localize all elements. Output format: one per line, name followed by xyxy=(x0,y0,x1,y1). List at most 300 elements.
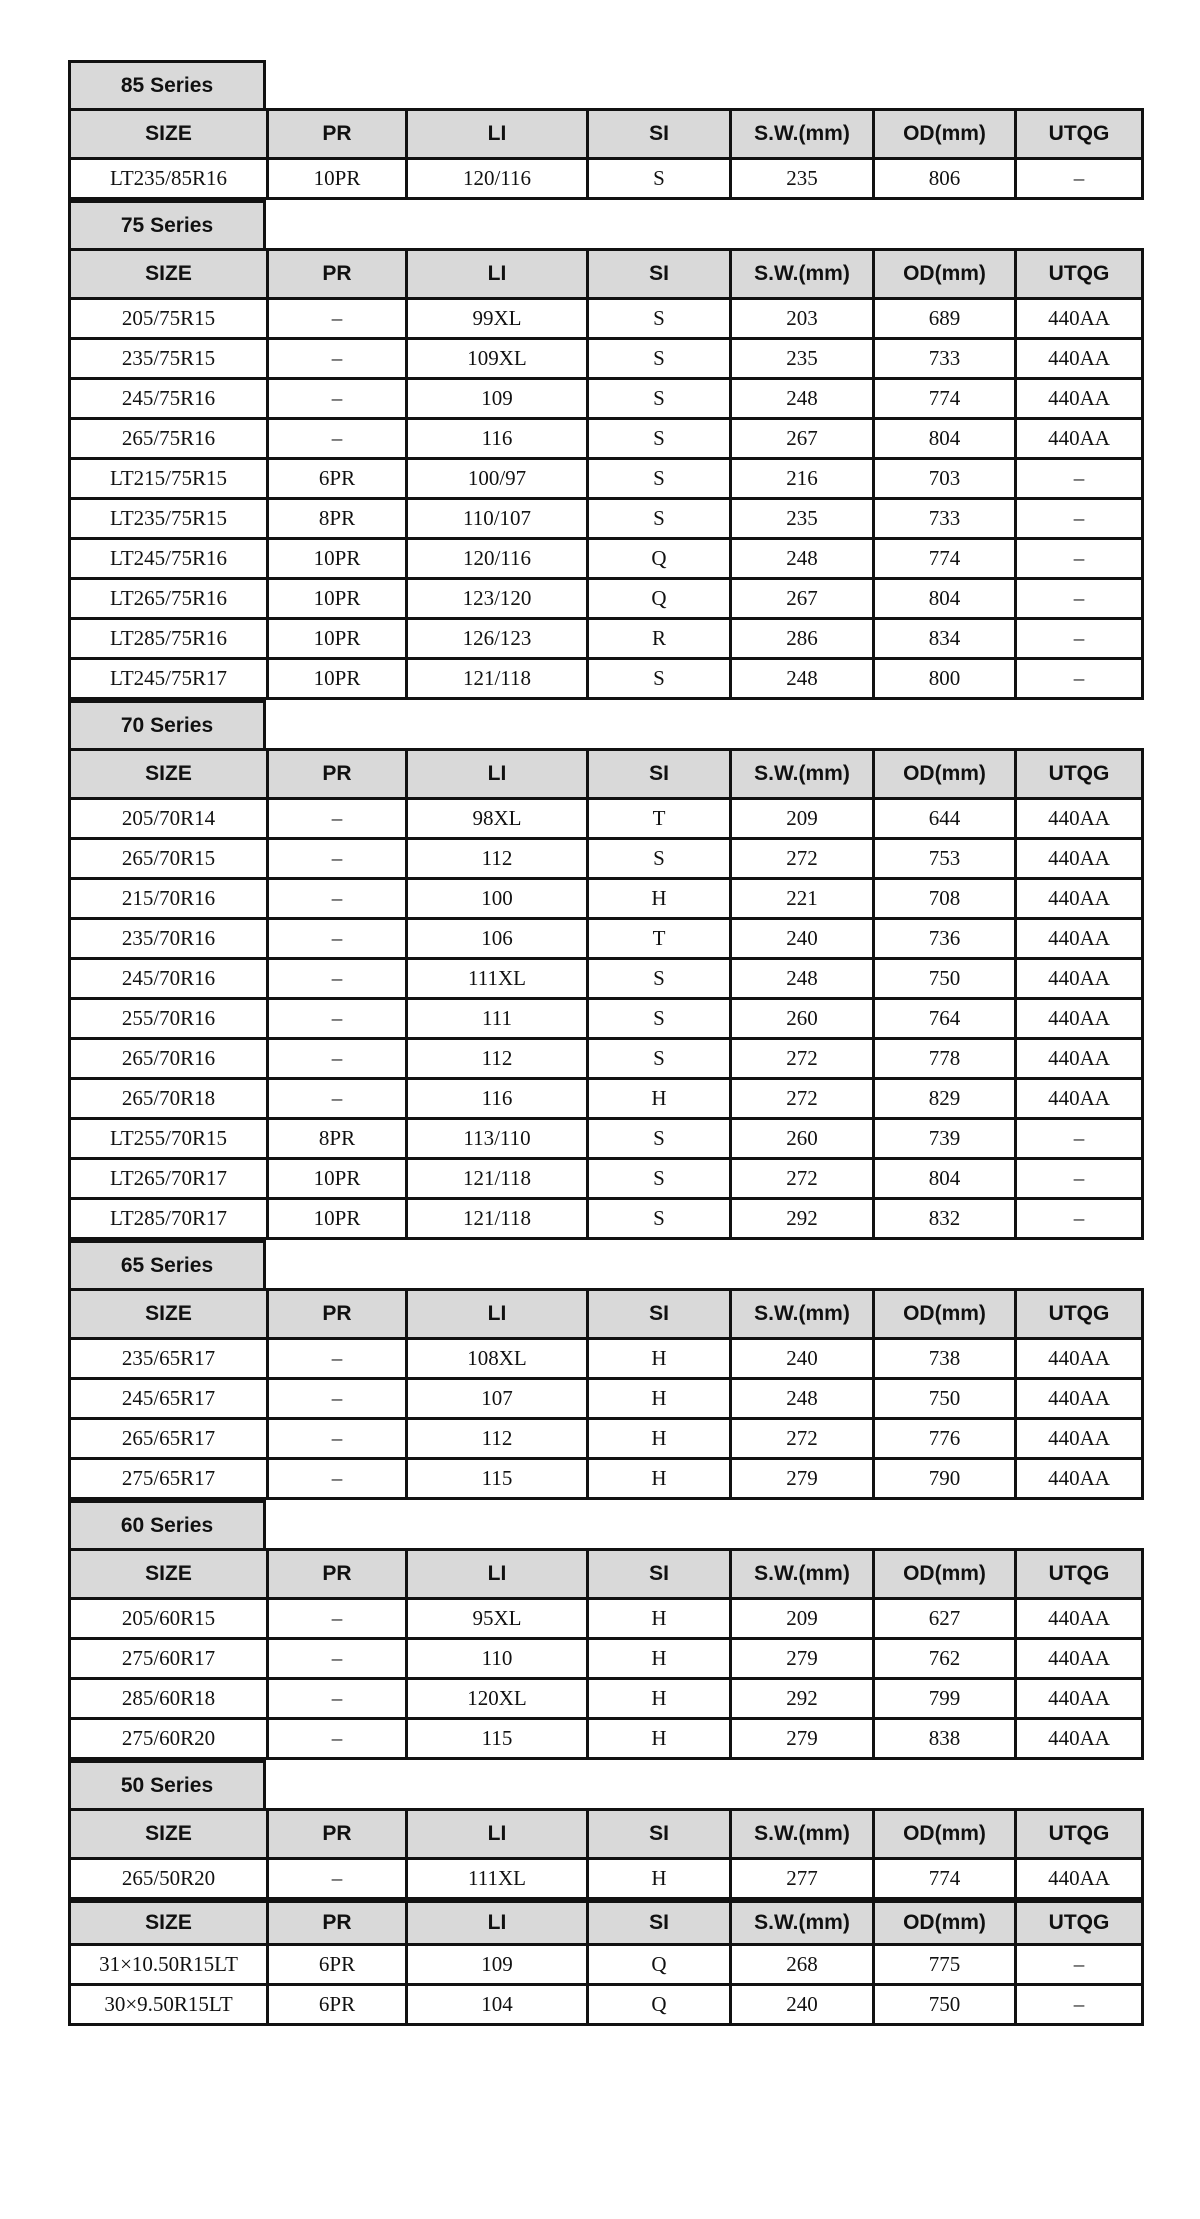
cell-od: 627 xyxy=(874,1599,1016,1639)
cell-size: 31×10.50R15LT xyxy=(70,1945,268,1985)
cell-pr: – xyxy=(268,419,407,459)
cell-size: LT215/75R15 xyxy=(70,459,268,499)
column-header-si: SI xyxy=(588,1810,731,1859)
column-header-li: LI xyxy=(407,1902,588,1945)
cell-utqg: 440AA xyxy=(1016,299,1143,339)
cell-si: H xyxy=(588,1859,731,1899)
cell-sw: 292 xyxy=(731,1679,874,1719)
column-header-pr: PR xyxy=(268,750,407,799)
cell-size: 235/75R15 xyxy=(70,339,268,379)
cell-size: 265/65R17 xyxy=(70,1419,268,1459)
cell-li: 107 xyxy=(407,1379,588,1419)
cell-pr: – xyxy=(268,999,407,1039)
cell-utqg: 440AA xyxy=(1016,879,1143,919)
cell-size: 265/70R18 xyxy=(70,1079,268,1119)
column-header-sw: S.W.(mm) xyxy=(731,110,874,159)
column-header-pr: PR xyxy=(268,110,407,159)
cell-utqg: 440AA xyxy=(1016,1459,1143,1499)
cell-utqg: – xyxy=(1016,1945,1143,1985)
cell-li: 112 xyxy=(407,1039,588,1079)
cell-sw: 240 xyxy=(731,1985,874,2025)
cell-pr: – xyxy=(268,1599,407,1639)
cell-size: 275/60R20 xyxy=(70,1719,268,1759)
cell-sw: 248 xyxy=(731,959,874,999)
cell-si: T xyxy=(588,919,731,959)
cell-utqg: – xyxy=(1016,1119,1143,1159)
cell-pr: 6PR xyxy=(268,1945,407,1985)
cell-pr: – xyxy=(268,379,407,419)
cell-utqg: 440AA xyxy=(1016,1079,1143,1119)
table-row xyxy=(70,1719,1143,1759)
table-row xyxy=(70,1119,1143,1159)
cell-pr: – xyxy=(268,1039,407,1079)
column-header-pr: PR xyxy=(268,1290,407,1339)
cell-si: S xyxy=(588,159,731,199)
cell-si: H xyxy=(588,1379,731,1419)
cell-utqg: – xyxy=(1016,1159,1143,1199)
cell-si: Q xyxy=(588,579,731,619)
column-header-si: SI xyxy=(588,1902,731,1945)
table-row xyxy=(70,1039,1143,1079)
column-header-size: SIZE xyxy=(70,250,268,299)
cell-sw: 216 xyxy=(731,459,874,499)
cell-pr: – xyxy=(268,1459,407,1499)
cell-sw: 277 xyxy=(731,1859,874,1899)
cell-li: 108XL xyxy=(407,1339,588,1379)
column-header-size: SIZE xyxy=(70,1902,268,1945)
cell-size: LT235/75R15 xyxy=(70,499,268,539)
cell-si: H xyxy=(588,1599,731,1639)
cell-size: 265/50R20 xyxy=(70,1859,268,1899)
cell-li: 110/107 xyxy=(407,499,588,539)
cell-pr: – xyxy=(268,1679,407,1719)
cell-utqg: 440AA xyxy=(1016,1039,1143,1079)
cell-pr: 6PR xyxy=(268,459,407,499)
cell-si: Q xyxy=(588,1985,731,2025)
cell-sw: 272 xyxy=(731,839,874,879)
column-header-size: SIZE xyxy=(70,1290,268,1339)
cell-li: 110 xyxy=(407,1639,588,1679)
cell-od: 804 xyxy=(874,1159,1016,1199)
cell-si: S xyxy=(588,959,731,999)
column-header-si: SI xyxy=(588,750,731,799)
column-header-od: OD(mm) xyxy=(874,750,1016,799)
column-header-od: OD(mm) xyxy=(874,250,1016,299)
spec-table xyxy=(68,108,1144,200)
column-header-pr: PR xyxy=(268,1810,407,1859)
cell-sw: 267 xyxy=(731,419,874,459)
cell-od: 778 xyxy=(874,1039,1016,1079)
table-row xyxy=(70,839,1143,879)
series-title: 85 Series xyxy=(68,60,266,108)
cell-li: 104 xyxy=(407,1985,588,2025)
table-row xyxy=(70,1679,1143,1719)
column-header-sw: S.W.(mm) xyxy=(731,1550,874,1599)
cell-size: 205/60R15 xyxy=(70,1599,268,1639)
header-row xyxy=(70,250,1143,299)
cell-size: 245/65R17 xyxy=(70,1379,268,1419)
spec-table xyxy=(68,1288,1144,1500)
cell-si: T xyxy=(588,799,731,839)
cell-pr: 10PR xyxy=(268,619,407,659)
column-header-li: LI xyxy=(407,750,588,799)
cell-li: 116 xyxy=(407,419,588,459)
series-section xyxy=(68,1240,1141,1500)
cell-li: 95XL xyxy=(407,1599,588,1639)
cell-utqg: 440AA xyxy=(1016,799,1143,839)
cell-utqg: 440AA xyxy=(1016,339,1143,379)
cell-li: 111XL xyxy=(407,959,588,999)
cell-utqg: 440AA xyxy=(1016,1719,1143,1759)
cell-si: S xyxy=(588,1119,731,1159)
cell-od: 750 xyxy=(874,1379,1016,1419)
cell-li: 126/123 xyxy=(407,619,588,659)
spec-table xyxy=(68,1808,1144,1900)
cell-pr: 8PR xyxy=(268,1119,407,1159)
cell-pr: 8PR xyxy=(268,499,407,539)
cell-od: 834 xyxy=(874,619,1016,659)
cell-pr: – xyxy=(268,1719,407,1759)
cell-li: 121/118 xyxy=(407,1199,588,1239)
cell-sw: 272 xyxy=(731,1079,874,1119)
cell-pr: – xyxy=(268,879,407,919)
cell-pr: – xyxy=(268,1859,407,1899)
cell-si: H xyxy=(588,1639,731,1679)
cell-size: LT265/75R16 xyxy=(70,579,268,619)
cell-size: 275/60R17 xyxy=(70,1639,268,1679)
table-row xyxy=(70,1985,1143,2025)
cell-od: 750 xyxy=(874,959,1016,999)
cell-sw: 279 xyxy=(731,1639,874,1679)
cell-li: 99XL xyxy=(407,299,588,339)
cell-li: 111 xyxy=(407,999,588,1039)
cell-pr: – xyxy=(268,1639,407,1679)
table-row xyxy=(70,1859,1143,1899)
cell-size: 215/70R16 xyxy=(70,879,268,919)
column-header-size: SIZE xyxy=(70,1810,268,1859)
column-header-utqg: UTQG xyxy=(1016,1290,1143,1339)
cell-si: Q xyxy=(588,1945,731,1985)
cell-od: 829 xyxy=(874,1079,1016,1119)
cell-od: 775 xyxy=(874,1945,1016,1985)
cell-pr: 10PR xyxy=(268,539,407,579)
cell-li: 116 xyxy=(407,1079,588,1119)
cell-pr: 10PR xyxy=(268,1199,407,1239)
cell-size: 205/70R14 xyxy=(70,799,268,839)
table-row xyxy=(70,539,1143,579)
column-header-size: SIZE xyxy=(70,1550,268,1599)
cell-utqg: – xyxy=(1016,579,1143,619)
cell-pr: 10PR xyxy=(268,659,407,699)
spec-table xyxy=(68,748,1144,1240)
cell-od: 736 xyxy=(874,919,1016,959)
column-header-od: OD(mm) xyxy=(874,1550,1016,1599)
cell-li: 100 xyxy=(407,879,588,919)
cell-si: S xyxy=(588,659,731,699)
table-row xyxy=(70,879,1143,919)
cell-sw: 279 xyxy=(731,1459,874,1499)
cell-pr: – xyxy=(268,1379,407,1419)
cell-utqg: – xyxy=(1016,459,1143,499)
cell-si: S xyxy=(588,339,731,379)
cell-pr: 6PR xyxy=(268,1985,407,2025)
column-header-li: LI xyxy=(407,1290,588,1339)
table-row xyxy=(70,379,1143,419)
cell-sw: 248 xyxy=(731,539,874,579)
cell-li: 121/118 xyxy=(407,1159,588,1199)
cell-size: 265/75R16 xyxy=(70,419,268,459)
cell-od: 753 xyxy=(874,839,1016,879)
cell-si: S xyxy=(588,1039,731,1079)
series-title: 70 Series xyxy=(68,700,266,748)
column-header-utqg: UTQG xyxy=(1016,110,1143,159)
column-header-od: OD(mm) xyxy=(874,1810,1016,1859)
cell-sw: 209 xyxy=(731,1599,874,1639)
header-row xyxy=(70,110,1143,159)
cell-sw: 260 xyxy=(731,999,874,1039)
cell-utqg: 440AA xyxy=(1016,959,1143,999)
cell-pr: – xyxy=(268,299,407,339)
cell-pr: 10PR xyxy=(268,159,407,199)
cell-utqg: 440AA xyxy=(1016,1679,1143,1719)
table-row xyxy=(70,1339,1143,1379)
table-row xyxy=(70,1199,1143,1239)
cell-size: LT235/85R16 xyxy=(70,159,268,199)
cell-li: 115 xyxy=(407,1459,588,1499)
header-row xyxy=(70,750,1143,799)
cell-li: 109XL xyxy=(407,339,588,379)
series-section xyxy=(68,1760,1141,1900)
cell-si: Q xyxy=(588,539,731,579)
series-title: 60 Series xyxy=(68,1500,266,1548)
column-header-li: LI xyxy=(407,1550,588,1599)
table-row xyxy=(70,919,1143,959)
column-header-utqg: UTQG xyxy=(1016,1550,1143,1599)
cell-utqg: – xyxy=(1016,1985,1143,2025)
table-row xyxy=(70,999,1143,1039)
cell-li: 111XL xyxy=(407,1859,588,1899)
column-header-si: SI xyxy=(588,250,731,299)
cell-utqg: – xyxy=(1016,659,1143,699)
cell-li: 123/120 xyxy=(407,579,588,619)
cell-size: 235/70R16 xyxy=(70,919,268,959)
series-section xyxy=(68,1900,1141,2026)
cell-size: LT285/75R16 xyxy=(70,619,268,659)
header-row xyxy=(70,1902,1143,1945)
cell-sw: 292 xyxy=(731,1199,874,1239)
cell-od: 762 xyxy=(874,1639,1016,1679)
cell-size: 245/70R16 xyxy=(70,959,268,999)
cell-li: 120/116 xyxy=(407,539,588,579)
cell-sw: 248 xyxy=(731,1379,874,1419)
cell-od: 806 xyxy=(874,159,1016,199)
cell-utqg: 440AA xyxy=(1016,419,1143,459)
cell-od: 703 xyxy=(874,459,1016,499)
cell-si: S xyxy=(588,459,731,499)
cell-li: 98XL xyxy=(407,799,588,839)
table-row xyxy=(70,1159,1143,1199)
cell-od: 804 xyxy=(874,579,1016,619)
cell-od: 739 xyxy=(874,1119,1016,1159)
cell-sw: 240 xyxy=(731,1339,874,1379)
cell-utqg: – xyxy=(1016,499,1143,539)
table-row xyxy=(70,159,1143,199)
cell-od: 733 xyxy=(874,499,1016,539)
table-row xyxy=(70,1419,1143,1459)
cell-od: 774 xyxy=(874,1859,1016,1899)
table-row xyxy=(70,299,1143,339)
table-row xyxy=(70,499,1143,539)
table-row xyxy=(70,1459,1143,1499)
column-header-sw: S.W.(mm) xyxy=(731,750,874,799)
table-row xyxy=(70,959,1143,999)
cell-od: 774 xyxy=(874,539,1016,579)
cell-sw: 279 xyxy=(731,1719,874,1759)
cell-utqg: 440AA xyxy=(1016,1379,1143,1419)
cell-size: LT285/70R17 xyxy=(70,1199,268,1239)
cell-size: 285/60R18 xyxy=(70,1679,268,1719)
cell-pr: 10PR xyxy=(268,1159,407,1199)
series-title: 50 Series xyxy=(68,1760,266,1808)
spec-table xyxy=(68,1900,1144,2026)
spec-table xyxy=(68,248,1144,700)
column-header-sw: S.W.(mm) xyxy=(731,1810,874,1859)
column-header-pr: PR xyxy=(268,1550,407,1599)
column-header-utqg: UTQG xyxy=(1016,1902,1143,1945)
table-row xyxy=(70,339,1143,379)
table-row xyxy=(70,799,1143,839)
header-row xyxy=(70,1550,1143,1599)
cell-si: H xyxy=(588,1719,731,1759)
cell-sw: 203 xyxy=(731,299,874,339)
column-header-size: SIZE xyxy=(70,750,268,799)
table-row xyxy=(70,419,1143,459)
column-header-sw: S.W.(mm) xyxy=(731,250,874,299)
cell-utqg: 440AA xyxy=(1016,1859,1143,1899)
cell-size: LT255/70R15 xyxy=(70,1119,268,1159)
cell-pr: 10PR xyxy=(268,579,407,619)
cell-sw: 235 xyxy=(731,159,874,199)
cell-od: 764 xyxy=(874,999,1016,1039)
cell-si: S xyxy=(588,839,731,879)
table-row xyxy=(70,1379,1143,1419)
cell-utqg: – xyxy=(1016,159,1143,199)
cell-sw: 267 xyxy=(731,579,874,619)
cell-pr: – xyxy=(268,339,407,379)
cell-utqg: 440AA xyxy=(1016,1339,1143,1379)
cell-sw: 272 xyxy=(731,1039,874,1079)
cell-li: 113/110 xyxy=(407,1119,588,1159)
column-header-sw: S.W.(mm) xyxy=(731,1290,874,1339)
cell-pr: – xyxy=(268,799,407,839)
table-row xyxy=(70,659,1143,699)
cell-sw: 272 xyxy=(731,1159,874,1199)
cell-od: 804 xyxy=(874,419,1016,459)
cell-utqg: 440AA xyxy=(1016,379,1143,419)
cell-si: S xyxy=(588,499,731,539)
cell-sw: 221 xyxy=(731,879,874,919)
cell-li: 109 xyxy=(407,1945,588,1985)
cell-size: LT245/75R16 xyxy=(70,539,268,579)
cell-size: 235/65R17 xyxy=(70,1339,268,1379)
cell-utqg: 440AA xyxy=(1016,1639,1143,1679)
cell-li: 100/97 xyxy=(407,459,588,499)
series-section xyxy=(68,700,1141,1240)
column-header-utqg: UTQG xyxy=(1016,1810,1143,1859)
cell-si: H xyxy=(588,1339,731,1379)
cell-si: H xyxy=(588,1679,731,1719)
cell-sw: 235 xyxy=(731,499,874,539)
cell-si: S xyxy=(588,419,731,459)
cell-si: S xyxy=(588,299,731,339)
cell-si: S xyxy=(588,379,731,419)
cell-sw: 209 xyxy=(731,799,874,839)
cell-od: 644 xyxy=(874,799,1016,839)
cell-od: 776 xyxy=(874,1419,1016,1459)
cell-od: 800 xyxy=(874,659,1016,699)
cell-li: 115 xyxy=(407,1719,588,1759)
cell-od: 738 xyxy=(874,1339,1016,1379)
table-row xyxy=(70,1945,1143,1985)
cell-pr: – xyxy=(268,1339,407,1379)
column-header-li: LI xyxy=(407,250,588,299)
table-row xyxy=(70,1639,1143,1679)
cell-sw: 240 xyxy=(731,919,874,959)
spec-table xyxy=(68,1548,1144,1760)
cell-si: H xyxy=(588,1079,731,1119)
cell-li: 120/116 xyxy=(407,159,588,199)
cell-pr: – xyxy=(268,959,407,999)
cell-size: LT265/70R17 xyxy=(70,1159,268,1199)
cell-pr: – xyxy=(268,919,407,959)
cell-li: 120XL xyxy=(407,1679,588,1719)
column-header-sw: S.W.(mm) xyxy=(731,1902,874,1945)
cell-od: 733 xyxy=(874,339,1016,379)
cell-li: 106 xyxy=(407,919,588,959)
table-row xyxy=(70,1079,1143,1119)
cell-sw: 248 xyxy=(731,659,874,699)
cell-li: 112 xyxy=(407,1419,588,1459)
cell-od: 708 xyxy=(874,879,1016,919)
cell-od: 689 xyxy=(874,299,1016,339)
column-header-si: SI xyxy=(588,1550,731,1599)
cell-li: 112 xyxy=(407,839,588,879)
cell-utqg: 440AA xyxy=(1016,1419,1143,1459)
table-row xyxy=(70,579,1143,619)
cell-od: 838 xyxy=(874,1719,1016,1759)
cell-od: 799 xyxy=(874,1679,1016,1719)
column-header-utqg: UTQG xyxy=(1016,250,1143,299)
cell-utqg: 440AA xyxy=(1016,919,1143,959)
tire-spec-sheet xyxy=(68,60,1141,2026)
column-header-li: LI xyxy=(407,110,588,159)
cell-utqg: – xyxy=(1016,539,1143,579)
column-header-pr: PR xyxy=(268,1902,407,1945)
cell-si: R xyxy=(588,619,731,659)
column-header-size: SIZE xyxy=(70,110,268,159)
cell-utqg: – xyxy=(1016,619,1143,659)
cell-si: H xyxy=(588,879,731,919)
cell-li: 109 xyxy=(407,379,588,419)
cell-sw: 248 xyxy=(731,379,874,419)
cell-pr: – xyxy=(268,1419,407,1459)
cell-size: LT245/75R17 xyxy=(70,659,268,699)
series-section xyxy=(68,200,1141,700)
cell-size: 205/75R15 xyxy=(70,299,268,339)
cell-size: 30×9.50R15LT xyxy=(70,1985,268,2025)
table-row xyxy=(70,1599,1143,1639)
cell-sw: 286 xyxy=(731,619,874,659)
